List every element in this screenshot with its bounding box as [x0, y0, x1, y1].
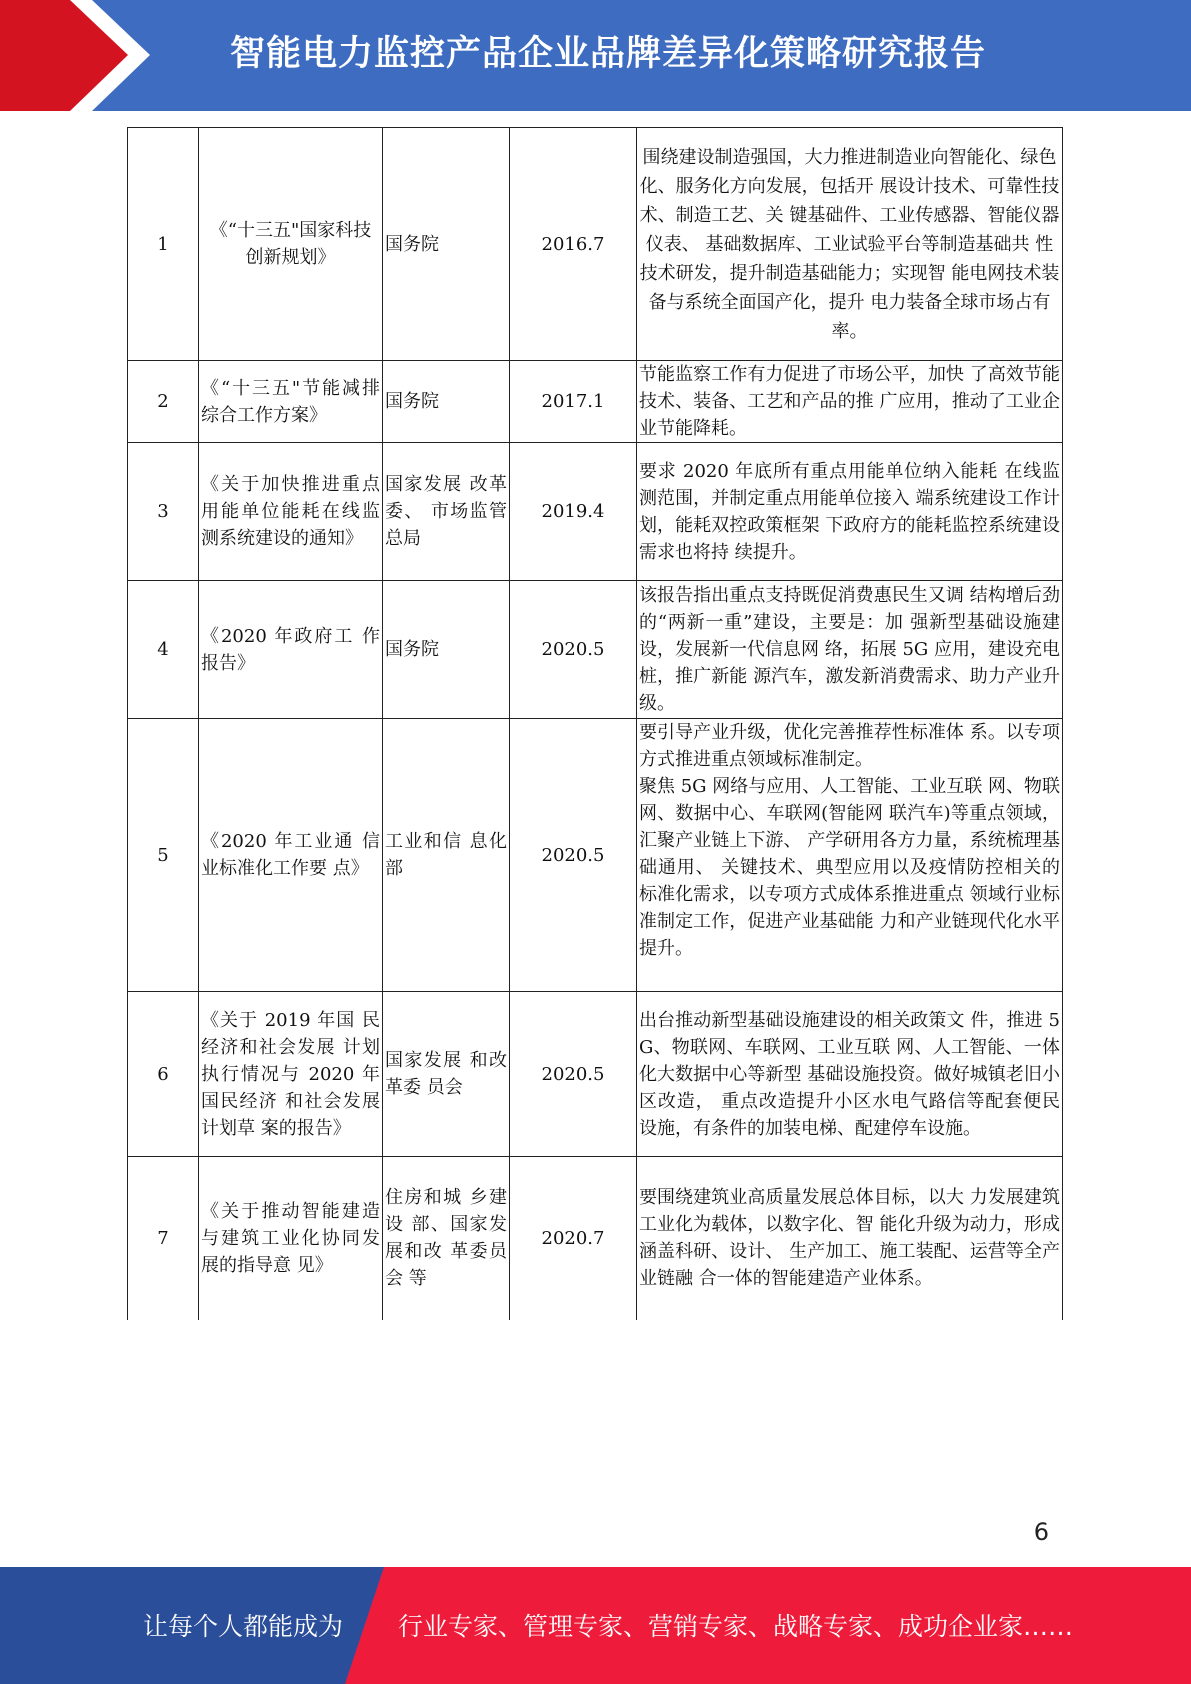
cell-department: 国务院 [383, 128, 510, 361]
cell-date: 2020.5 [510, 719, 637, 992]
cell-number: 2 [128, 361, 199, 443]
cell-number: 6 [128, 992, 199, 1157]
cell-date: 2019.4 [510, 443, 637, 581]
cell-number: 7 [128, 1157, 199, 1320]
table-row [128, 361, 1063, 443]
cell-department: 国务院 [383, 361, 510, 443]
table-row [128, 719, 1063, 992]
table-row [128, 443, 1063, 581]
cell-title: 《“十三五"国家科技创新规划》 [199, 128, 383, 361]
cell-date: 2020.7 [510, 1157, 637, 1320]
header-banner [0, 0, 1191, 111]
footer-slogan-left: 让每个人都能成为 [143, 1612, 344, 1641]
cell-department: 住房和城 乡建设 部、国家发展和改 革委员会 等 [383, 1157, 510, 1320]
cell-number: 1 [128, 128, 199, 361]
cell-description [637, 719, 1063, 992]
cell-description: 围绕建设制造强国，大力推进制造业向智能化、绿色化、服务化方向发展，包括开 展设计技术、可靠性技术、制造工艺、关 键基础件、工业传感器、智能仪器仪表、 基础数据库、工业试验平台等制造基础共 性技术研发，提升制造基础能力；实现智 能电网技术装备与系统全面国产化，提升 电力装备全球市场占有率。 [637, 128, 1063, 361]
cell-description: 要围绕建筑业高质量发展总体目标，以大 力发展建筑工业化为载体，以数字化、智 能化升级为动力，形成涵盖科研、设计、 生产加工、施工装配、运营等全产业链融 合一体的智能建造产业体系。 [637, 1157, 1063, 1320]
table-row [128, 128, 1063, 361]
description-paragraph: 聚焦 5G 网络与应用、人工智能、工业互联 网、物联网、数据中心、车联网(智能网 联汽车)等重点领域，汇聚产业链上下游、 产学研用各方力量，系统梳理基础通用、 关键技术、典型应用以及疫情防控相关的 标准化需求，以专项方式成体系推进重点 领域行业标准制定工作，促进产业基础能 力和产业链现代化水平提升。 [639, 776, 1060, 959]
policy-table [127, 127, 1063, 1320]
cell-number: 5 [128, 719, 199, 992]
cell-number: 4 [128, 581, 199, 719]
cell-department: 工业和信 息化部 [383, 719, 510, 992]
cell-number: 3 [128, 443, 199, 581]
policy-table-container [127, 127, 1062, 1320]
cell-date: 2016.7 [510, 128, 637, 361]
page-number: 6 [1033, 1518, 1049, 1546]
description-paragraph: 要引导产业升级，优化完善推荐性标准体 系。以专项方式推进重点领域标准制定。 [639, 722, 1060, 770]
page-title: 智能电力监控产品企业品牌差异化策略研究报告 [230, 34, 987, 74]
cell-title: 《2020 年政府工 作报告》 [199, 581, 383, 719]
cell-department: 国家发展 和改革委 员会 [383, 992, 510, 1157]
cell-title: 《“十三五"节能减排综合工作方案》 [199, 361, 383, 443]
cell-description: 要求 2020 年底所有重点用能单位纳入能耗 在线监测范围，并制定重点用能单位接入 端系统建设工作计划，能耗双控政策框架 下政府方的能耗监控系统建设需求也将持 续提升。 [637, 443, 1063, 581]
cell-title: 《2020 年工业通 信业标准化工作要 点》 [199, 719, 383, 992]
cell-date: 2017.1 [510, 361, 637, 443]
footer-banner [0, 1567, 1191, 1684]
cell-date: 2020.5 [510, 581, 637, 719]
cell-title: 《关于推动智能建造与建筑工业化协同发展的指导意 见》 [199, 1157, 383, 1320]
cell-department: 国务院 [383, 581, 510, 719]
cell-title: 《关于加快推进重点用能单位能耗在线监测系统建设的通知》 [199, 443, 383, 581]
table-row [128, 581, 1063, 719]
cell-description: 节能监察工作有力促进了市场公平，加快 了高效节能技术、装备、工艺和产品的推 广应用，推动了工业企业节能降耗。 [637, 361, 1063, 443]
table-row [128, 1157, 1063, 1320]
cell-description: 该报告指出重点支持既促消费惠民生又调 结构增后劲的“两新一重”建设，主要是：加 强新型基础设施建设，发展新一代信息网 络，拓展 5G 应用，建设充电桩，推广新能 源汽车，激发新消费需求、助力产业升级。 [637, 581, 1063, 719]
cell-title: 《关于 2019 年国 民经济和社会发展 计划执行情况与 2020 年国民经济 和社会发展计划草 案的报告》 [199, 992, 383, 1157]
cell-date: 2020.5 [510, 992, 637, 1157]
table-row [128, 992, 1063, 1157]
cell-description: 出台推动新型基础设施建设的相关政策文 件，推进 5G、物联网、车联网、工业互联 网、人工智能、一体化大数据中心等新型 基础设施投资。做好城镇老旧小区改造， 重点改造提升小区水电气路信等配套便民 设施，有条件的加装电梯、配建停车设施。 [637, 992, 1063, 1157]
footer-slogan-right: 行业专家、管理专家、营销专家、战略专家、成功企业家…… [398, 1612, 1074, 1641]
cell-department: 国家发展 改革委、 市场监管 总局 [383, 443, 510, 581]
